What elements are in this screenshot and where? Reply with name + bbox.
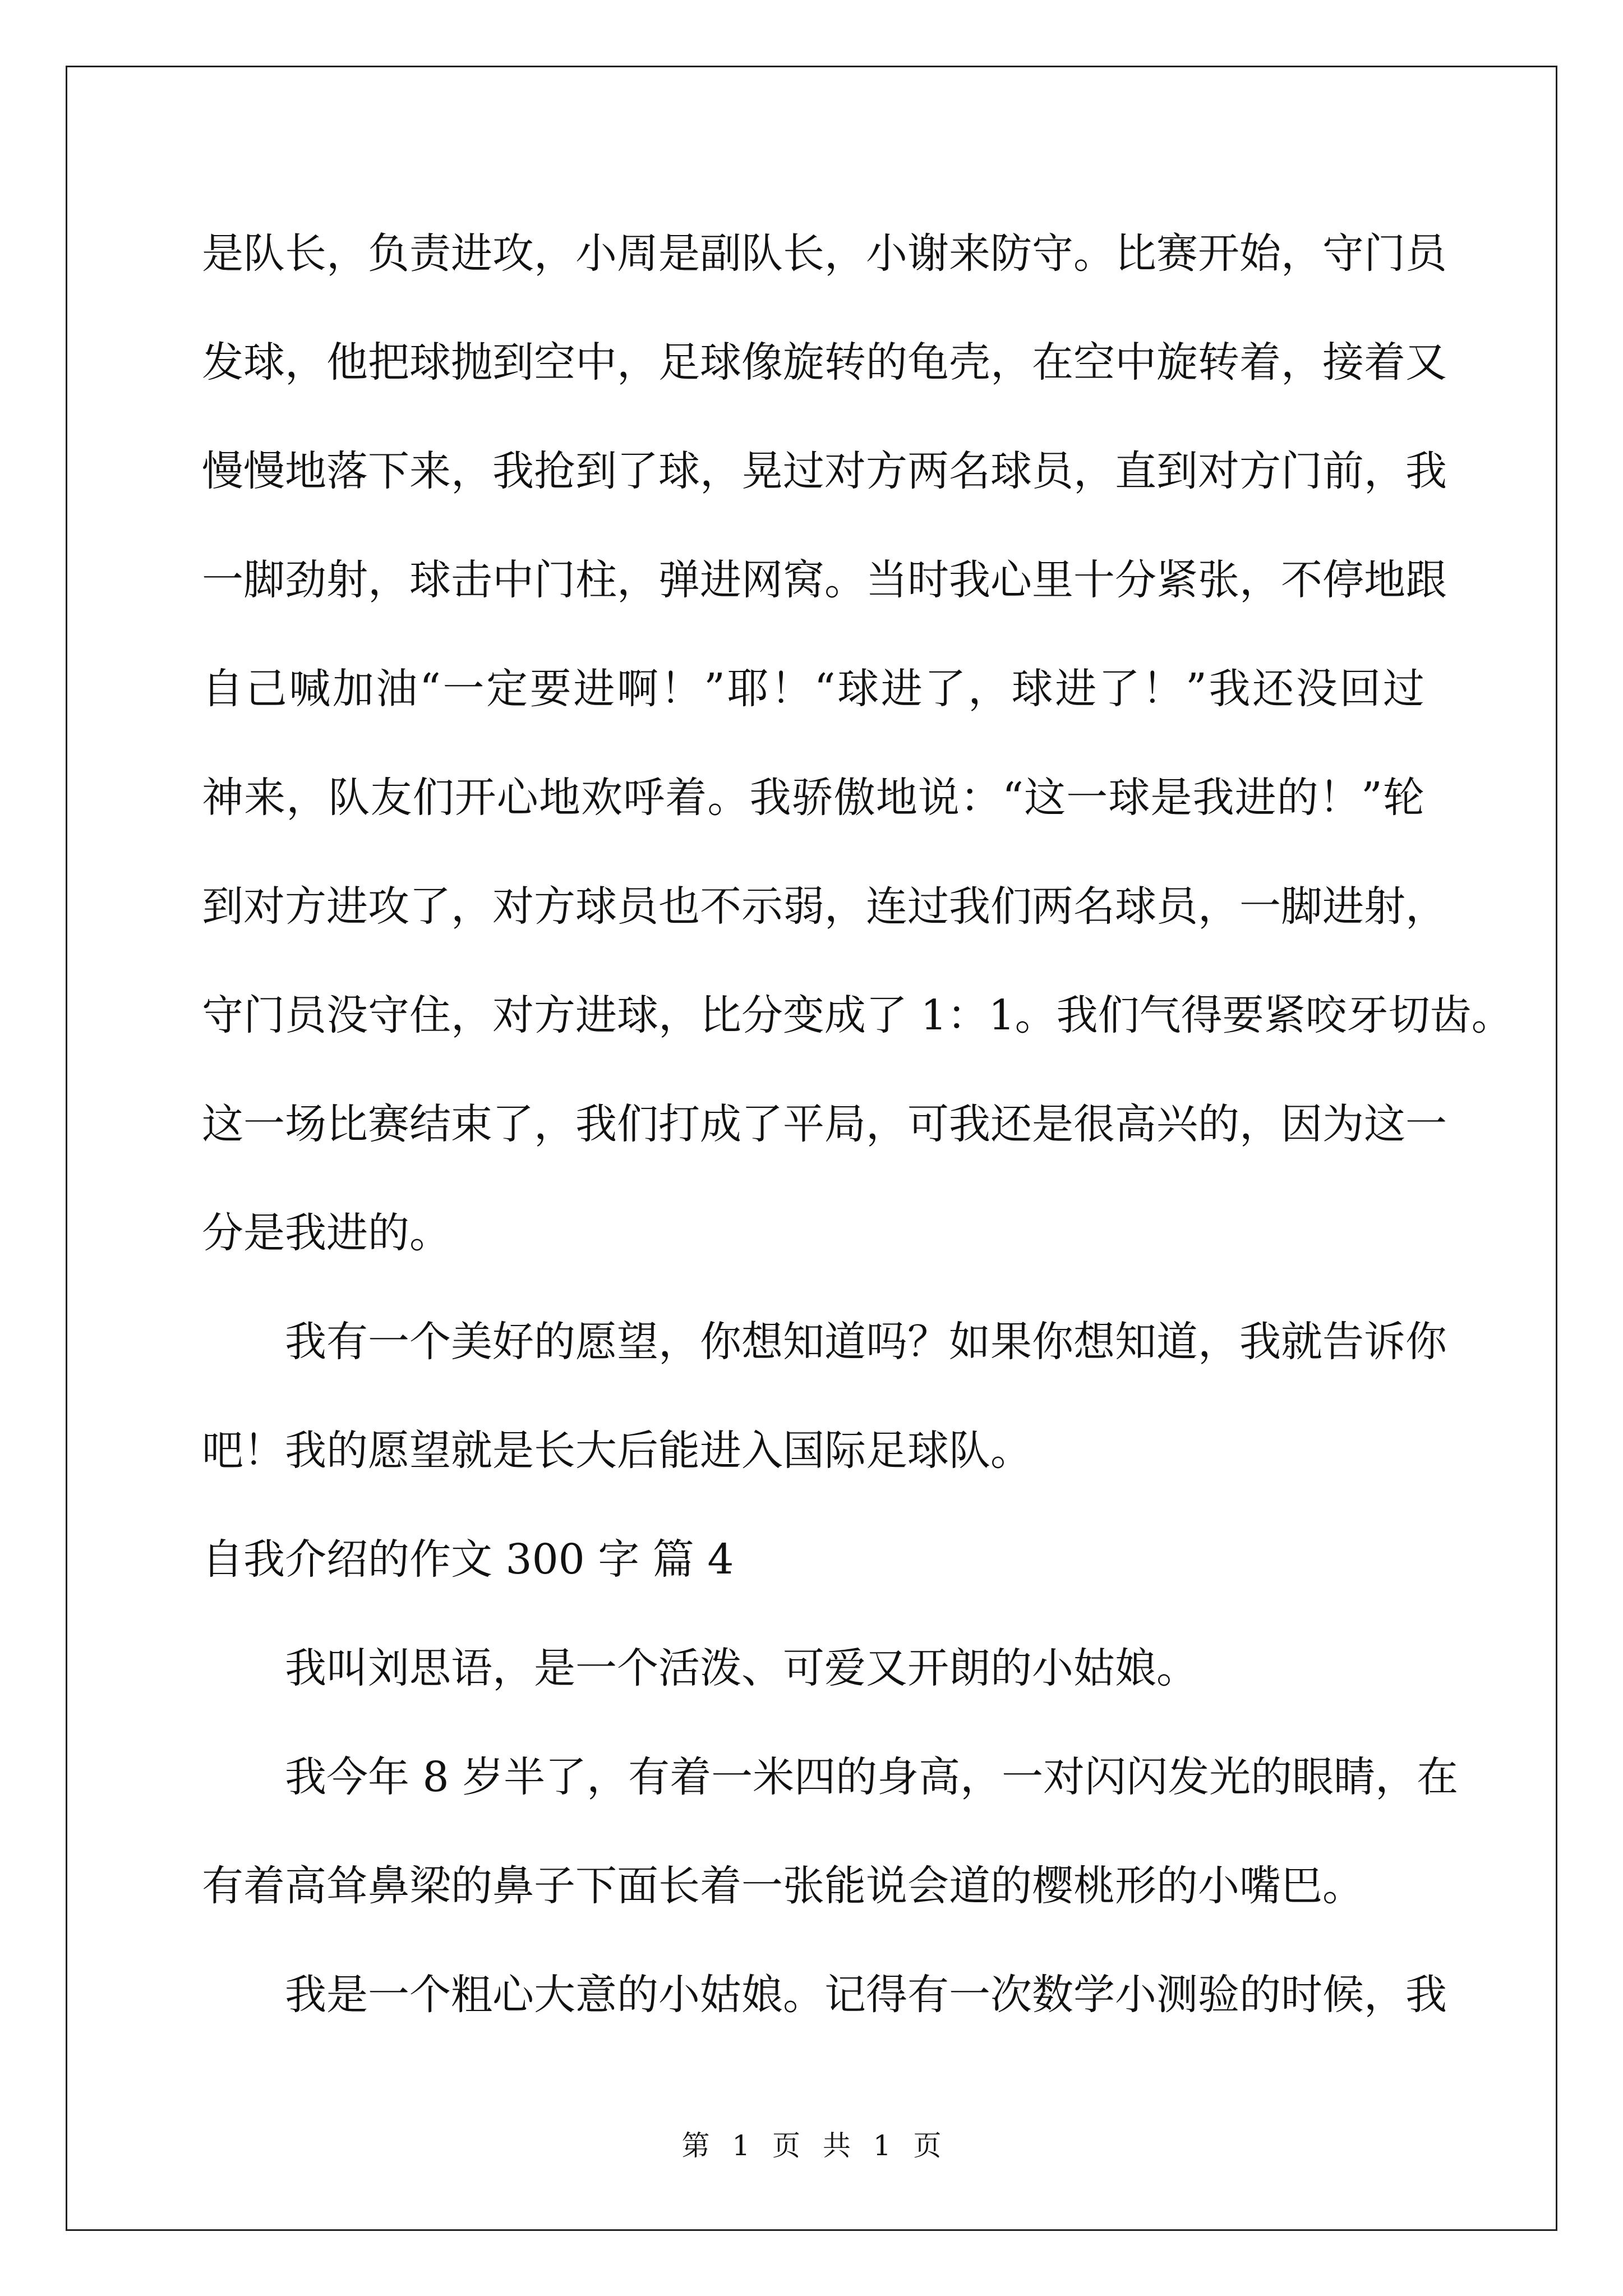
text-line: 自己喊加油“一定要进啊！”耶！“球进了，球进了！”我还没回过 [202,665,1424,713]
paragraph-first-line: 我叫刘思语，是一个活泼、可爱又开朗的小姑娘。 [285,1644,1198,1692]
text-line: 分是我进的。 [202,1209,451,1257]
text-line: 到对方进攻了，对方球员也不示弱，连过我们两名球员，一脚进射， [202,882,1447,931]
section-heading: 自我介绍的作文 300 字 篇 4 [202,1535,734,1584]
page-footer: 第 1 页 共 1 页 [681,2129,942,2162]
document-body [202,199,1513,2049]
text-line: 神来，队友们开心地欢呼着。我骄傲地说：“这一球是我进的！”轮 [202,774,1424,822]
paragraph-first-line: 我有一个美好的愿望，你想知道吗？如果你想知道，我就告诉你 [285,1318,1447,1366]
text-line: 是队长，负责进攻，小周是副队长，小谢来防守。比赛开始，守门员 [202,229,1447,278]
text-line: 吧！我的愿望就是长大后能进入国际足球队。 [202,1427,1032,1475]
text-line: 一脚劲射，球击中门柱，弹进网窝。当时我心里十分紧张，不停地跟 [202,556,1447,604]
text-line: 守门员没守住，对方进球，比分变成了 1：1。我们气得要紧咬牙切齿。 [202,991,1513,1039]
text-line: 有着高耸鼻梁的鼻子下面长着一张能说会道的樱桃形的小嘴巴。 [202,1862,1364,1910]
paragraph-first-line: 我是一个粗心大意的小姑娘。记得有一次数学小测验的时候，我 [285,1971,1447,2019]
paragraph-first-line: 我今年 8 岁半了，有着一米四的身高，一对闪闪发光的眼睛，在 [285,1753,1459,1801]
text-line: 慢慢地落下来，我抢到了球，晃过对方两名球员，直到对方门前，我 [202,447,1447,495]
text-line: 发球，他把球抛到空中，足球像旋转的龟壳，在空中旋转着，接着又 [202,338,1447,386]
text-line: 这一场比赛结束了，我们打成了平局，可我还是很高兴的，因为这一 [202,1100,1447,1148]
